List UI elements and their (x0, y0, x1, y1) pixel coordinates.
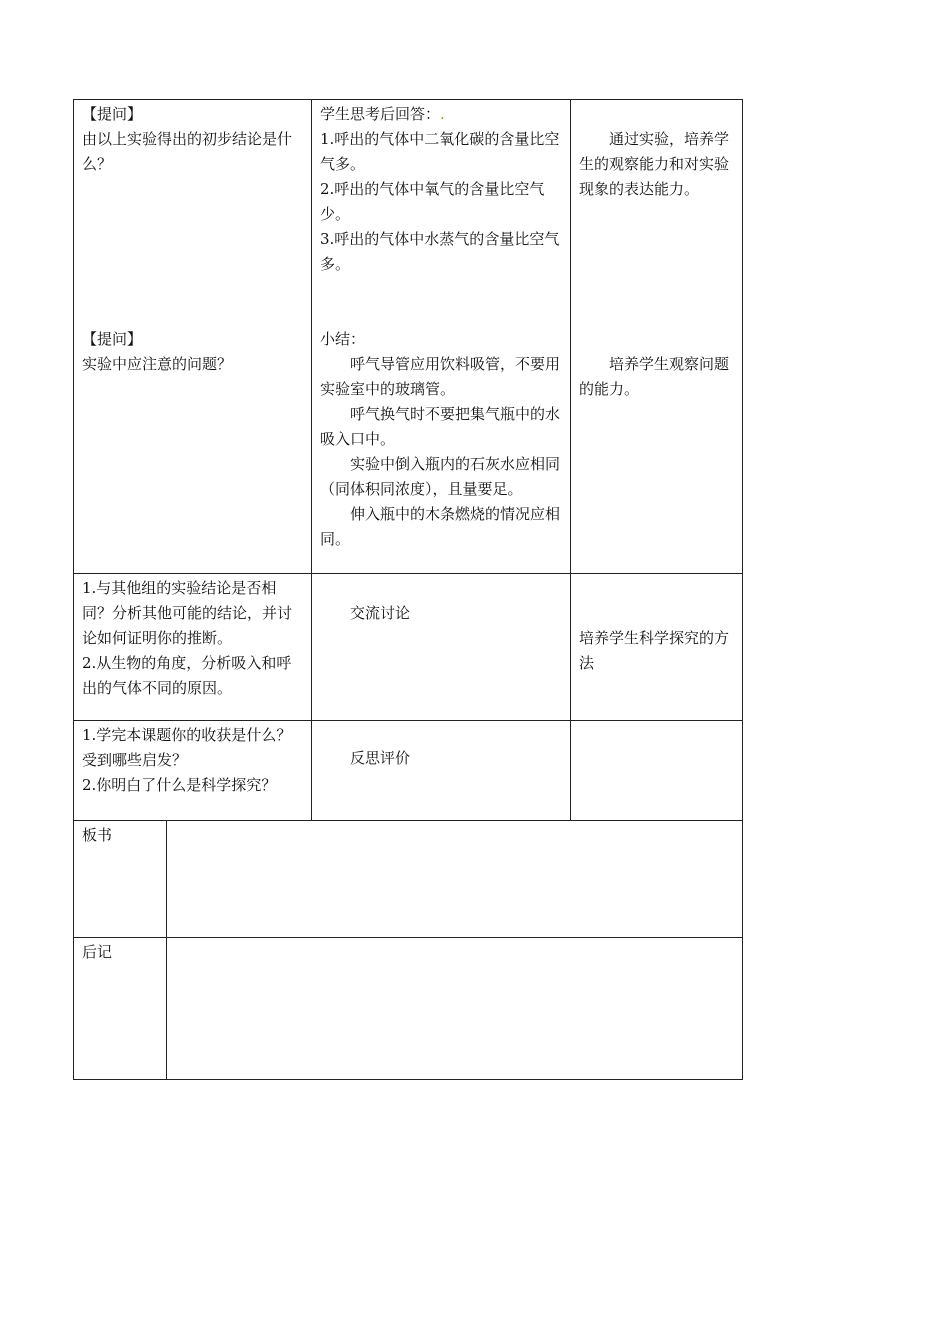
summary-item: 呼气换气时不要把集气瓶中的水吸入口中。 (320, 405, 561, 448)
notes-row (74, 938, 743, 1080)
questions-cell (74, 574, 312, 721)
table-row (74, 721, 743, 821)
summary-item: 呼气导管应用饮料吸管，不要用实验室中的玻璃管。 (320, 355, 561, 398)
student-activity-cell (312, 100, 571, 574)
lesson-table (73, 99, 743, 821)
activity-text: 反思评价 (350, 749, 411, 767)
answer-intro: 学生思考后回答：. (320, 105, 445, 123)
board-content (167, 821, 743, 938)
questions-cell (74, 721, 312, 821)
board-notes-table (73, 820, 743, 1080)
question-text: 1.与其他组的实验结论是否相同？分析其他可能的结论，并讨论如何证明你的推断。 (82, 579, 293, 647)
question-label: 【提问】 (82, 105, 143, 123)
question-text: 实验中应注意的问题？ (82, 355, 233, 373)
purpose-cell (571, 574, 743, 721)
board-row (74, 821, 743, 938)
summary-item: 伸入瓶中的木条燃烧的情况应相同。 (320, 505, 561, 548)
purpose-cell (571, 100, 743, 574)
purpose-text: 培养学生观察问题的能力。 (579, 355, 730, 398)
summary-label: 小结： (320, 330, 366, 348)
student-activity-cell (312, 721, 571, 821)
table-row (74, 100, 743, 574)
answer-item: 3.呼出的气体中水蒸气的含量比空气多。 (320, 230, 560, 273)
notes-content (167, 938, 743, 1080)
notes-label: 后记 (74, 938, 167, 1080)
purpose-text: 培养学生科学探究的方法 (579, 629, 730, 672)
answer-item: 2.呼出的气体中氧气的含量比空气少。 (320, 180, 545, 223)
board-label: 板书 (74, 821, 167, 938)
question-text: 2.你明白了什么是科学探究？ (82, 776, 277, 794)
questions-cell (74, 100, 312, 574)
question-text: 由以上实验得出的初步结论是什么？ (82, 130, 293, 173)
purpose-cell (571, 721, 743, 821)
activity-text: 交流讨论 (350, 604, 411, 622)
question-text: 1.学完本课题你的收获是什么？受到哪些启发？ (82, 726, 292, 769)
answer-item: 1.呼出的气体中二氧化碳的含量比空气多。 (320, 130, 560, 173)
summary-item: 实验中倒入瓶内的石灰水应相同（同体积同浓度），且量要足。 (320, 455, 561, 498)
question-text: 2.从生物的角度，分析吸入和呼出的气体不同的原因。 (82, 654, 292, 697)
lesson-plan-page (73, 99, 742, 1080)
purpose-text: 通过实验，培养学生的观察能力和对实验现象的表达能力。 (579, 130, 730, 198)
table-row (74, 574, 743, 721)
question-label: 【提问】 (82, 330, 143, 348)
student-activity-cell (312, 574, 571, 721)
